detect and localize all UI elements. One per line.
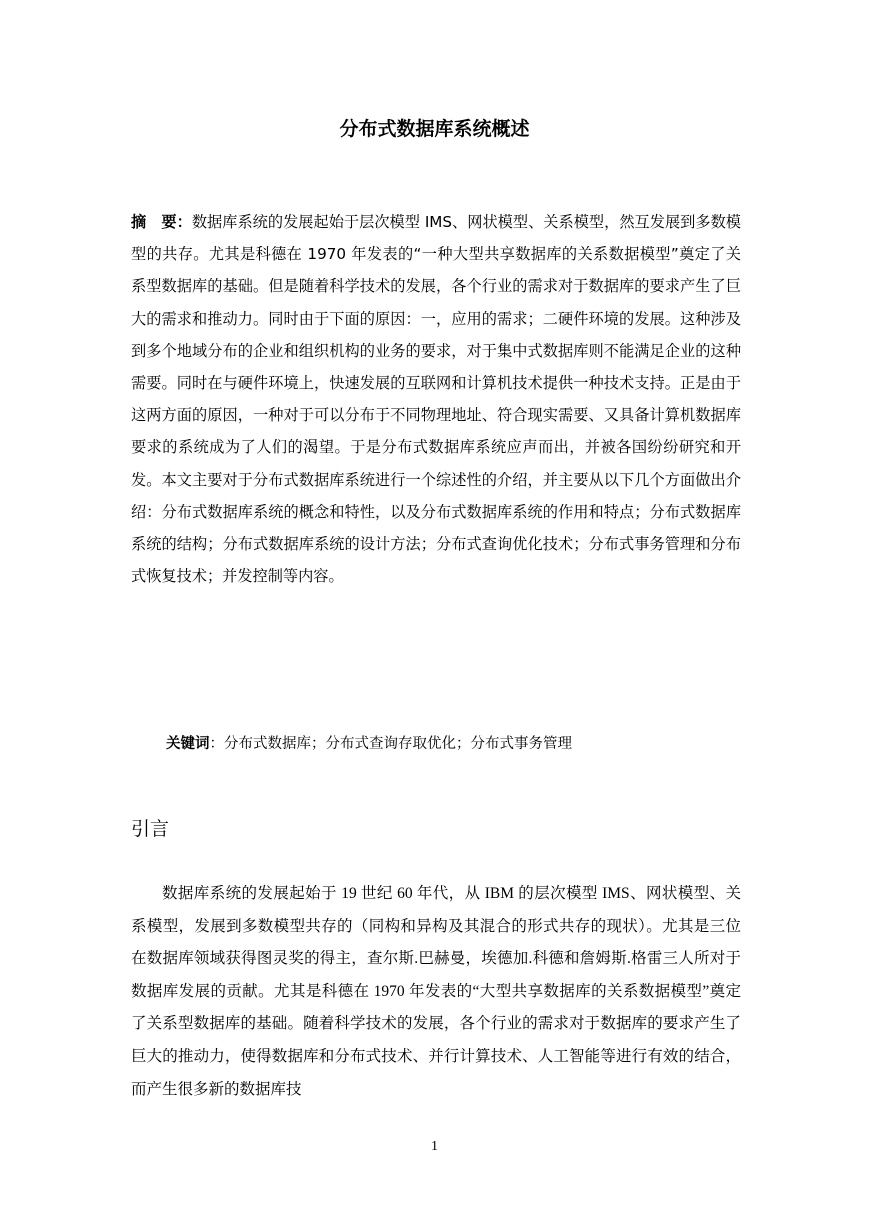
abstract-paragraph	[131, 206, 741, 592]
document-title: 分布式数据库系统概述	[339, 118, 530, 140]
page-number: 1	[431, 1139, 438, 1154]
abstract-text: 数据库系统的发展起始于层次模型 IMS、网状模型、关系模型，然互发展到多数模型的共存。尤其是科德在 1970 年发表的“一种大型共享数据库的关系数据模型”奠定了关系型数据库的基础。但是随着科学技术的发展，各个行业的需求对于数据库的要求产生了巨大的需求和推动力。同时由于下面的原因：一，应用的需求；二硬件环境的发展。这种涉及到多个地域分布的企业和组织机构的业务的要求，对于集中式数据库则不能满足企业的这种需要。同时在与硬件环境上，快速发展的互联网和计算机技术提供一种技术支持。正是由于这两方面的原因，一种对于可以分布于不同物理地址、符合现实需要、又具备计算机数据库要求的系统成为了人们的渴望。于是分布式数据库系统应声而出，并被各国纷纷研究和开发。本文主要对于分布式数据库系统进行一个综述性的介绍，并主要从以下几个方面做出介绍：分布式数据库系统的概念和特性，以及分布式数据库系统的作用和特点；分布式数据库系统的结构；分布式数据库系统的设计方法；分布式查询优化技术；分布式事务管理和分布式恢复技术；并发控制等内容。	[131, 213, 741, 586]
abstract-label: 摘 要：	[131, 213, 192, 231]
section-heading-introduction: 引言	[131, 818, 170, 840]
keywords-label: 关键词	[166, 736, 210, 752]
keywords-line	[166, 729, 741, 759]
introduction-paragraph: 数据库系统的发展起始于 19 世纪 60 年代，从 IBM 的层次模型 IMS、网状模型、关系模型，发展到多数模型共存的（同构和异构及其混合的形式共存的现状）。尤其是三位在数据库领域获得图灵奖的得主，查尔斯.巴赫曼，埃德加.科德和詹姆斯.格雷三人所对于数据库发展的贡献。尤其是科德在 1970 年发表的“大型共享数据库的关系数据模型”奠定了关系型数据库的基础。随着科学技术的发展，各个行业的需求对于数据库的要求产生了巨大的推动力，使得数据库和分布式技术、并行计算技术、人工智能等进行有效的结合，而产生很多新的数据库技	[131, 885, 741, 1098]
keywords-text: ：分布式数据库；分布式查询存取优化；分布式事务管理	[209, 736, 572, 752]
